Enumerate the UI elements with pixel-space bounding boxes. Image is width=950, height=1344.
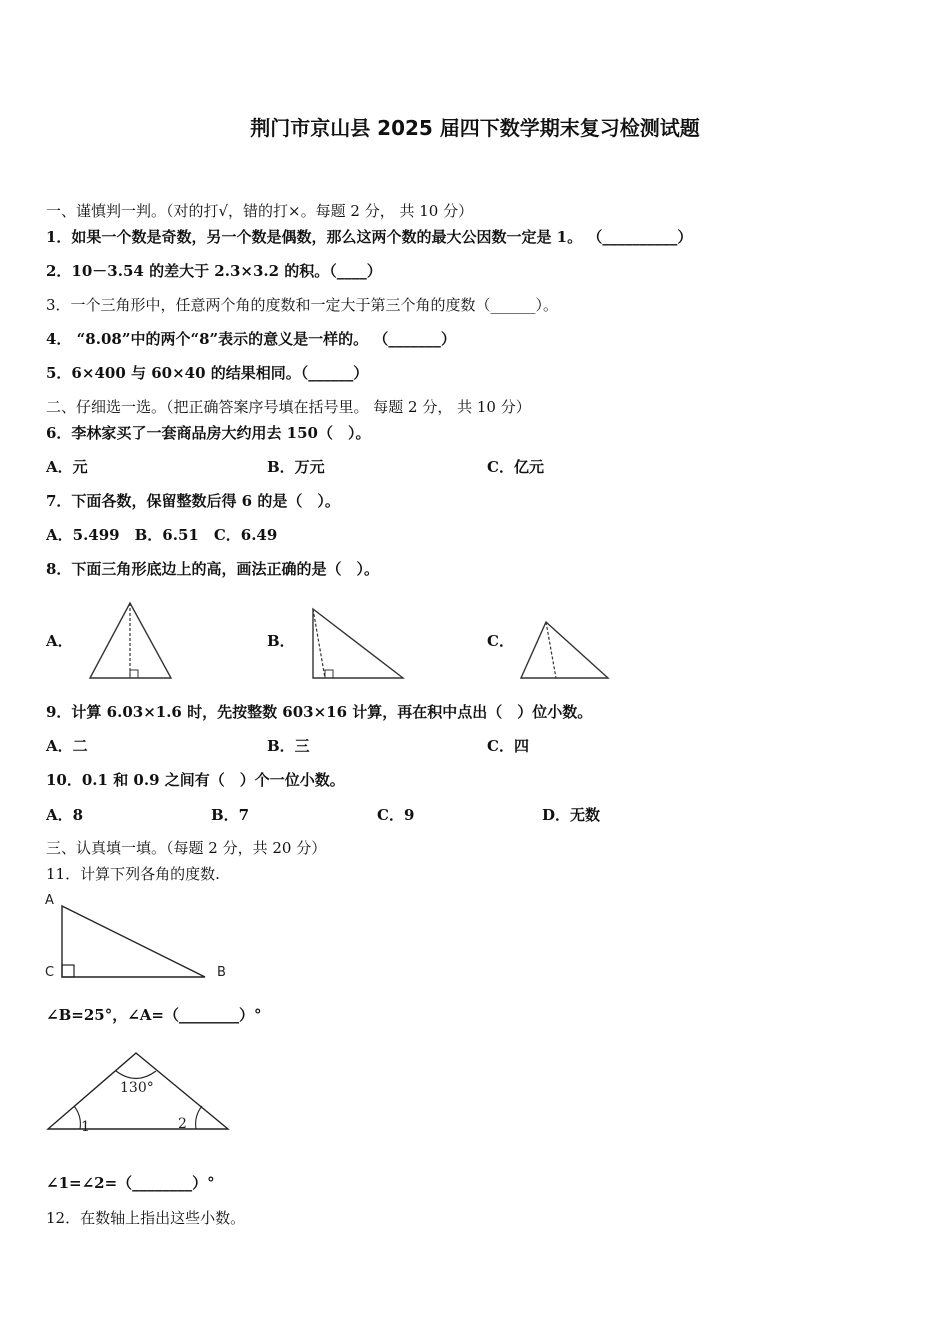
q9-option-a: A．二 <box>46 737 88 755</box>
q6-option-b: B．万元 <box>267 458 325 476</box>
vertex-b-label: B <box>217 965 226 980</box>
q7-options: A．5.499 B．6.51 C．6.49 <box>46 526 278 544</box>
question-7: 7．下面各数，保留整数后得 6 的是（ ）。 <box>46 492 340 510</box>
vertex-c-label: C <box>45 965 55 980</box>
q8-option-a: A． <box>46 632 73 650</box>
q8-option-c: C． <box>487 632 514 650</box>
q10-option-b: B．7 <box>211 806 250 824</box>
section-2-header: 二、仔细选一选。（把正确答案序号填在括号里。 每题 2 分， 共 10 分） <box>46 398 531 416</box>
question-5: 5．6×400 与 60×40 的结果相同。（______） <box>46 364 369 382</box>
q11-answer-2: ∠1=∠2=（________）° <box>46 1174 215 1192</box>
isosceles-triangle <box>44 1050 234 1135</box>
q8-option-b: B． <box>267 632 295 650</box>
q8-triangle-a <box>85 600 180 682</box>
question-3: 3．一个三角形中，任意两个角的度数和一定大于第三个角的度数（______）。 <box>46 296 559 314</box>
question-4: 4． “8.08”中的两个“8”表示的意义是一样的。 （_______） <box>46 330 456 348</box>
question-1: 1．如果一个数是奇数，另一个数是偶数，那么这两个数的最大公因数一定是 1。 （__________） <box>46 228 693 246</box>
question-6: 6．李林家买了一套商品房大约用去 150（ ）。 <box>46 424 371 442</box>
q10-option-a: A．8 <box>46 806 84 824</box>
q10-option-c: C．9 <box>377 806 415 824</box>
angle-2-label: 2 <box>178 1116 187 1132</box>
angle-1-label: 1 <box>81 1119 90 1135</box>
question-12: 12．在数轴上指出这些小数。 <box>46 1209 246 1227</box>
q11-answer-1: ∠B=25°，∠A=（________）° <box>46 1006 262 1024</box>
section-3-header: 三、认真填一填。（每题 2 分，共 20 分） <box>46 839 327 857</box>
question-10: 10．0.1 和 0.9 之间有（ ）个一位小数。 <box>46 771 345 789</box>
section-1-header: 一、谨慎判一判。（对的打√，错的打×。每题 2 分， 共 10 分） <box>46 202 474 220</box>
page-title: 荆门市京山县 2025 届四下数学期末复习检测试题 <box>250 116 700 140</box>
q9-option-b: B．三 <box>267 737 310 755</box>
q6-option-a: A．元 <box>46 458 88 476</box>
question-2: 2．10－3.54 的差大于 2.3×3.2 的积。（____） <box>46 262 382 280</box>
q9-option-c: C．四 <box>487 737 529 755</box>
q6-option-c: C．亿元 <box>487 458 544 476</box>
right-triangle-abc <box>40 890 235 985</box>
q8-triangle-c <box>516 616 614 682</box>
question-11: 11．计算下列各角的度数. <box>46 865 220 883</box>
apex-angle-label: 130° <box>120 1080 154 1096</box>
question-8: 8．下面三角形底边上的高，画法正确的是（ ）。 <box>46 560 379 578</box>
question-9: 9．计算 6.03×1.6 时，先按整数 603×16 计算，再在积中点出（ ）位小数。 <box>46 703 593 721</box>
q8-triangle-b <box>305 606 410 682</box>
q10-option-d: D．无数 <box>542 806 601 824</box>
vertex-a-label: A <box>45 893 54 908</box>
